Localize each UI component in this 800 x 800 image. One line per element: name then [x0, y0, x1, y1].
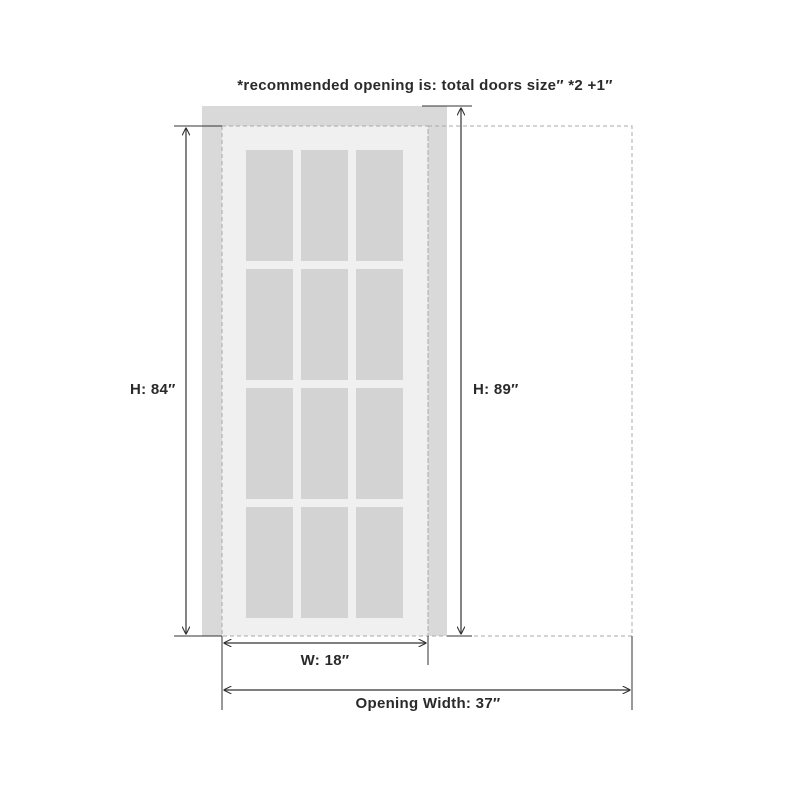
glass-pane — [356, 150, 403, 261]
glass-pane — [246, 507, 293, 618]
opening-width-label: Opening Width: 37″ — [355, 695, 501, 712]
glass-pane — [246, 269, 293, 380]
glass-pane — [356, 388, 403, 499]
glass-pane — [246, 388, 293, 499]
door-height-label: H: 84″ — [130, 381, 176, 398]
glass-pane — [356, 507, 403, 618]
glass-pane — [301, 269, 348, 380]
glass-pane — [301, 388, 348, 499]
opening-outline-dashed — [428, 126, 632, 636]
glass-pane — [356, 269, 403, 380]
glass-pane — [301, 150, 348, 261]
opening-height-label: H: 89″ — [473, 381, 519, 398]
recommended-opening-note: *recommended opening is: total doors size″ *2 +1″ — [237, 77, 613, 94]
glass-pane — [246, 150, 293, 261]
glass-pane — [301, 507, 348, 618]
door-width-label: W: 18″ — [300, 652, 350, 669]
